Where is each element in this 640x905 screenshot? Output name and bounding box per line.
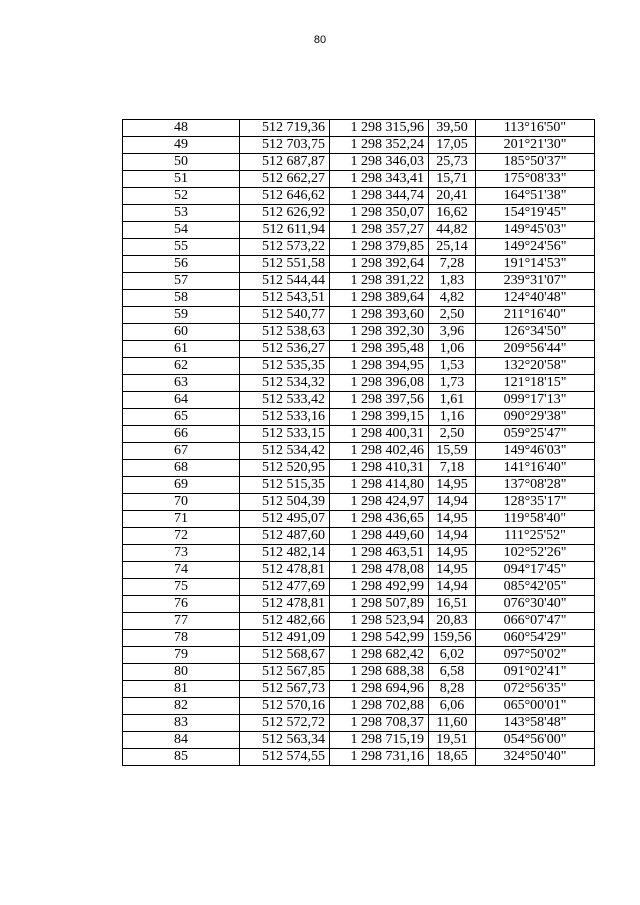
table-row [123, 715, 595, 732]
point-number-cell: 61 [123, 341, 240, 358]
distance-cell: 15,59 [429, 443, 476, 460]
coord-x-cell: 512 573,22 [240, 239, 330, 256]
table-row [123, 562, 595, 579]
coord-y-cell: 1 298 399,15 [330, 409, 429, 426]
bearing-cell: 072°56'35" [476, 681, 595, 698]
coord-y-cell: 1 298 379,85 [330, 239, 429, 256]
table-row [123, 596, 595, 613]
coord-x-cell: 512 540,77 [240, 307, 330, 324]
coord-y-cell: 1 298 436,65 [330, 511, 429, 528]
distance-cell: 14,95 [429, 562, 476, 579]
coord-x-cell: 512 478,81 [240, 596, 330, 613]
point-number-cell: 73 [123, 545, 240, 562]
table-row [123, 477, 595, 494]
point-number-cell: 57 [123, 273, 240, 290]
coord-y-cell: 1 298 394,95 [330, 358, 429, 375]
point-number-cell: 65 [123, 409, 240, 426]
distance-cell: 14,95 [429, 477, 476, 494]
point-number-cell: 79 [123, 647, 240, 664]
coord-x-cell: 512 572,72 [240, 715, 330, 732]
coord-y-cell: 1 298 389,64 [330, 290, 429, 307]
bearing-cell: 094°17'45" [476, 562, 595, 579]
coord-y-cell: 1 298 414,80 [330, 477, 429, 494]
table-row [123, 188, 595, 205]
point-number-cell: 58 [123, 290, 240, 307]
coord-x-cell: 512 626,92 [240, 205, 330, 222]
coord-x-cell: 512 703,75 [240, 137, 330, 154]
coord-y-cell: 1 298 731,16 [330, 749, 429, 766]
bearing-cell: 154°19'45" [476, 205, 595, 222]
bearing-cell: 137°08'28" [476, 477, 595, 494]
table-row [123, 154, 595, 171]
point-number-cell: 78 [123, 630, 240, 647]
distance-cell: 20,83 [429, 613, 476, 630]
coord-y-cell: 1 298 708,37 [330, 715, 429, 732]
distance-cell: 20,41 [429, 188, 476, 205]
coord-x-cell: 512 482,14 [240, 545, 330, 562]
point-number-cell: 54 [123, 222, 240, 239]
distance-cell: 1,06 [429, 341, 476, 358]
table-row [123, 732, 595, 749]
table-row [123, 256, 595, 273]
distance-cell: 159,56 [429, 630, 476, 647]
point-number-cell: 62 [123, 358, 240, 375]
coord-x-cell: 512 567,85 [240, 664, 330, 681]
table-row [123, 511, 595, 528]
coord-x-cell: 512 534,42 [240, 443, 330, 460]
point-number-cell: 63 [123, 375, 240, 392]
coord-y-cell: 1 298 397,56 [330, 392, 429, 409]
bearing-cell: 175°08'33" [476, 171, 595, 188]
bearing-cell: 059°25'47" [476, 426, 595, 443]
point-number-cell: 85 [123, 749, 240, 766]
coord-y-cell: 1 298 682,42 [330, 647, 429, 664]
table-row [123, 409, 595, 426]
point-number-cell: 55 [123, 239, 240, 256]
coord-y-cell: 1 298 392,64 [330, 256, 429, 273]
point-number-cell: 68 [123, 460, 240, 477]
table-row [123, 341, 595, 358]
coord-y-cell: 1 298 391,22 [330, 273, 429, 290]
distance-cell: 2,50 [429, 426, 476, 443]
distance-cell: 3,96 [429, 324, 476, 341]
coord-y-cell: 1 298 343,41 [330, 171, 429, 188]
bearing-cell: 085°42'05" [476, 579, 595, 596]
bearing-cell: 201°21'30" [476, 137, 595, 154]
distance-cell: 7,28 [429, 256, 476, 273]
coord-x-cell: 512 491,09 [240, 630, 330, 647]
coord-y-cell: 1 298 344,74 [330, 188, 429, 205]
coord-y-cell: 1 298 449,60 [330, 528, 429, 545]
coord-y-cell: 1 298 346,03 [330, 154, 429, 171]
distance-cell: 17,05 [429, 137, 476, 154]
coord-x-cell: 512 544,44 [240, 273, 330, 290]
coord-y-cell: 1 298 350,07 [330, 205, 429, 222]
distance-cell: 1,53 [429, 358, 476, 375]
point-number-cell: 80 [123, 664, 240, 681]
distance-cell: 14,95 [429, 545, 476, 562]
coord-y-cell: 1 298 357,27 [330, 222, 429, 239]
page-number: 80 [313, 34, 327, 46]
coord-x-cell: 512 646,62 [240, 188, 330, 205]
table-row [123, 494, 595, 511]
coord-x-cell: 512 662,27 [240, 171, 330, 188]
table-row [123, 681, 595, 698]
table-row [123, 239, 595, 256]
distance-cell: 6,58 [429, 664, 476, 681]
distance-cell: 25,14 [429, 239, 476, 256]
coord-y-cell: 1 298 694,96 [330, 681, 429, 698]
bearing-cell: 099°17'13" [476, 392, 595, 409]
coordinates-table [122, 119, 595, 766]
coord-y-cell: 1 298 352,24 [330, 137, 429, 154]
bearing-cell: 149°45'03" [476, 222, 595, 239]
bearing-cell: 239°31'07" [476, 273, 595, 290]
coord-x-cell: 512 567,73 [240, 681, 330, 698]
bearing-cell: 076°30'40" [476, 596, 595, 613]
coord-x-cell: 512 538,63 [240, 324, 330, 341]
coord-y-cell: 1 298 463,51 [330, 545, 429, 562]
point-number-cell: 67 [123, 443, 240, 460]
distance-cell: 44,82 [429, 222, 476, 239]
coord-y-cell: 1 298 393,60 [330, 307, 429, 324]
bearing-cell: 119°58'40" [476, 511, 595, 528]
distance-cell: 1,16 [429, 409, 476, 426]
table-row [123, 392, 595, 409]
point-number-cell: 74 [123, 562, 240, 579]
coord-y-cell: 1 298 395,48 [330, 341, 429, 358]
coord-y-cell: 1 298 400,31 [330, 426, 429, 443]
table-row [123, 358, 595, 375]
table-row [123, 290, 595, 307]
distance-cell: 1,61 [429, 392, 476, 409]
table-row [123, 460, 595, 477]
coord-y-cell: 1 298 478,08 [330, 562, 429, 579]
point-number-cell: 76 [123, 596, 240, 613]
distance-cell: 16,51 [429, 596, 476, 613]
point-number-cell: 60 [123, 324, 240, 341]
bearing-cell: 121°18'15" [476, 375, 595, 392]
coord-y-cell: 1 298 715,19 [330, 732, 429, 749]
point-number-cell: 82 [123, 698, 240, 715]
point-number-cell: 81 [123, 681, 240, 698]
bearing-cell: 191°14'53" [476, 256, 595, 273]
coord-x-cell: 512 520,95 [240, 460, 330, 477]
bearing-cell: 132°20'58" [476, 358, 595, 375]
bearing-cell: 065°00'01" [476, 698, 595, 715]
point-number-cell: 69 [123, 477, 240, 494]
table-row [123, 579, 595, 596]
table-row [123, 137, 595, 154]
bearing-cell: 066°07'47" [476, 613, 595, 630]
coord-x-cell: 512 533,16 [240, 409, 330, 426]
table-row [123, 120, 595, 137]
coord-y-cell: 1 298 702,88 [330, 698, 429, 715]
distance-cell: 6,06 [429, 698, 476, 715]
distance-cell: 25,73 [429, 154, 476, 171]
coord-x-cell: 512 611,94 [240, 222, 330, 239]
distance-cell: 8,28 [429, 681, 476, 698]
coord-x-cell: 512 574,55 [240, 749, 330, 766]
coord-x-cell: 512 535,35 [240, 358, 330, 375]
coord-x-cell: 512 687,87 [240, 154, 330, 171]
distance-cell: 1,73 [429, 375, 476, 392]
distance-cell: 39,50 [429, 120, 476, 137]
point-number-cell: 84 [123, 732, 240, 749]
coord-x-cell: 512 504,39 [240, 494, 330, 511]
distance-cell: 1,83 [429, 273, 476, 290]
point-number-cell: 51 [123, 171, 240, 188]
bearing-cell: 126°34'50" [476, 324, 595, 341]
coord-y-cell: 1 298 492,99 [330, 579, 429, 596]
coord-y-cell: 1 298 424,97 [330, 494, 429, 511]
point-number-cell: 53 [123, 205, 240, 222]
bearing-cell: 097°50'02" [476, 647, 595, 664]
distance-cell: 18,65 [429, 749, 476, 766]
bearing-cell: 211°16'40" [476, 307, 595, 324]
distance-cell: 4,82 [429, 290, 476, 307]
bearing-cell: 324°50'40" [476, 749, 595, 766]
distance-cell: 14,94 [429, 579, 476, 596]
point-number-cell: 77 [123, 613, 240, 630]
distance-cell: 14,94 [429, 494, 476, 511]
table-row [123, 375, 595, 392]
coord-x-cell: 512 570,16 [240, 698, 330, 715]
point-number-cell: 56 [123, 256, 240, 273]
bearing-cell: 164°51'38" [476, 188, 595, 205]
coord-x-cell: 512 533,15 [240, 426, 330, 443]
point-number-cell: 83 [123, 715, 240, 732]
point-number-cell: 66 [123, 426, 240, 443]
point-number-cell: 72 [123, 528, 240, 545]
coord-x-cell: 512 515,35 [240, 477, 330, 494]
coordinates-table-body [123, 120, 595, 766]
coord-x-cell: 512 568,67 [240, 647, 330, 664]
distance-cell: 16,62 [429, 205, 476, 222]
bearing-cell: 209°56'44" [476, 341, 595, 358]
table-row [123, 664, 595, 681]
distance-cell: 14,94 [429, 528, 476, 545]
point-number-cell: 52 [123, 188, 240, 205]
coord-y-cell: 1 298 542,99 [330, 630, 429, 647]
point-number-cell: 71 [123, 511, 240, 528]
point-number-cell: 75 [123, 579, 240, 596]
table-row [123, 698, 595, 715]
point-number-cell: 50 [123, 154, 240, 171]
bearing-cell: 149°24'56" [476, 239, 595, 256]
table-row [123, 528, 595, 545]
table-row [123, 273, 595, 290]
bearing-cell: 143°58'48" [476, 715, 595, 732]
point-number-cell: 49 [123, 137, 240, 154]
distance-cell: 7,18 [429, 460, 476, 477]
coord-x-cell: 512 551,58 [240, 256, 330, 273]
table-row [123, 647, 595, 664]
coord-y-cell: 1 298 688,38 [330, 664, 429, 681]
table-row [123, 749, 595, 766]
bearing-cell: 141°16'40" [476, 460, 595, 477]
bearing-cell: 128°35'17" [476, 494, 595, 511]
table-row [123, 307, 595, 324]
table-row [123, 324, 595, 341]
coord-y-cell: 1 298 396,08 [330, 375, 429, 392]
point-number-cell: 70 [123, 494, 240, 511]
point-number-cell: 59 [123, 307, 240, 324]
distance-cell: 14,95 [429, 511, 476, 528]
bearing-cell: 102°52'26" [476, 545, 595, 562]
coord-x-cell: 512 478,81 [240, 562, 330, 579]
table-row [123, 222, 595, 239]
bearing-cell: 124°40'48" [476, 290, 595, 307]
coord-y-cell: 1 298 315,96 [330, 120, 429, 137]
table-row [123, 545, 595, 562]
distance-cell: 11,60 [429, 715, 476, 732]
distance-cell: 19,51 [429, 732, 476, 749]
coord-y-cell: 1 298 523,94 [330, 613, 429, 630]
bearing-cell: 185°50'37" [476, 154, 595, 171]
bearing-cell: 111°25'52" [476, 528, 595, 545]
bearing-cell: 090°29'38" [476, 409, 595, 426]
coord-x-cell: 512 536,27 [240, 341, 330, 358]
coord-y-cell: 1 298 402,46 [330, 443, 429, 460]
distance-cell: 2,50 [429, 307, 476, 324]
table-row [123, 630, 595, 647]
coord-x-cell: 512 495,07 [240, 511, 330, 528]
coord-x-cell: 512 477,69 [240, 579, 330, 596]
coord-x-cell: 512 533,42 [240, 392, 330, 409]
table-row [123, 613, 595, 630]
bearing-cell: 091°02'41" [476, 664, 595, 681]
coord-x-cell: 512 563,34 [240, 732, 330, 749]
table-row [123, 171, 595, 188]
table-row [123, 443, 595, 460]
coord-x-cell: 512 543,51 [240, 290, 330, 307]
coord-x-cell: 512 719,36 [240, 120, 330, 137]
point-number-cell: 64 [123, 392, 240, 409]
distance-cell: 6,02 [429, 647, 476, 664]
coord-y-cell: 1 298 410,31 [330, 460, 429, 477]
coord-y-cell: 1 298 392,30 [330, 324, 429, 341]
table-row [123, 426, 595, 443]
bearing-cell: 113°16'50" [476, 120, 595, 137]
bearing-cell: 054°56'00" [476, 732, 595, 749]
coord-y-cell: 1 298 507,89 [330, 596, 429, 613]
table-row [123, 205, 595, 222]
coord-x-cell: 512 482,66 [240, 613, 330, 630]
point-number-cell: 48 [123, 120, 240, 137]
distance-cell: 15,71 [429, 171, 476, 188]
bearing-cell: 060°54'29" [476, 630, 595, 647]
coord-x-cell: 512 534,32 [240, 375, 330, 392]
coord-x-cell: 512 487,60 [240, 528, 330, 545]
bearing-cell: 149°46'03" [476, 443, 595, 460]
